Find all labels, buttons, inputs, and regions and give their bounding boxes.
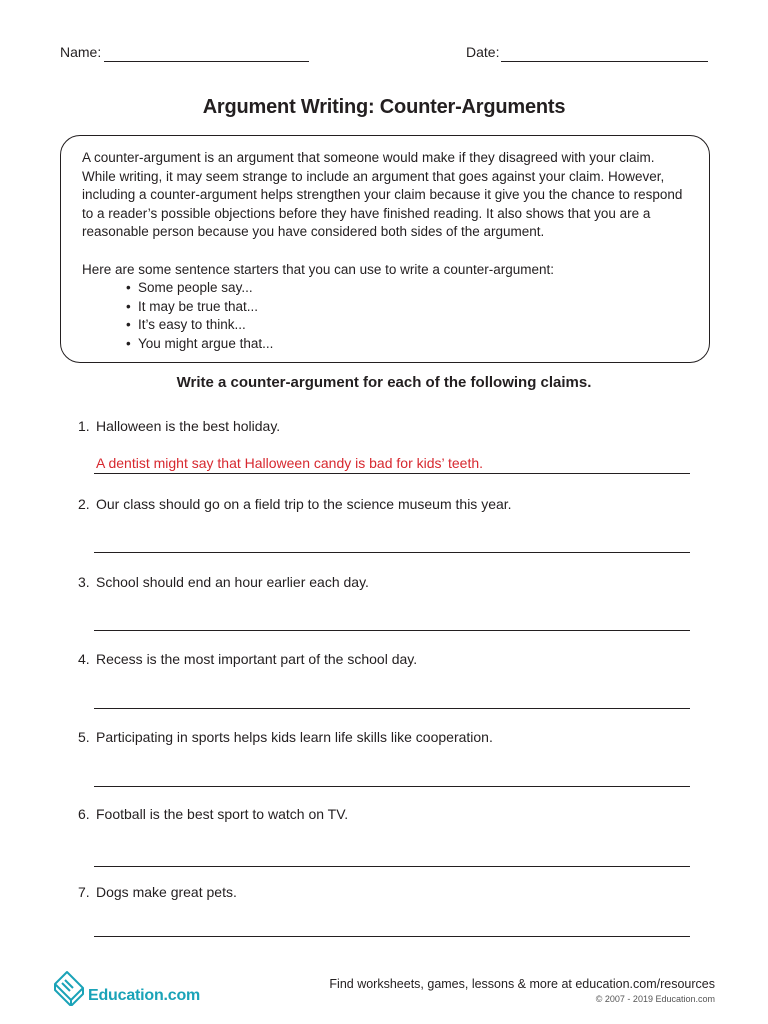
answer-4-line[interactable] [94, 708, 690, 709]
question-text: Dogs make great pets. [96, 884, 237, 900]
bullet-icon: • [126, 317, 131, 332]
sentence-starters-intro: Here are some sentence starters that you can use to write a counter-argument: [82, 261, 554, 277]
answer-5-line[interactable] [94, 786, 690, 787]
logo-text: Education.com [88, 987, 201, 1004]
question-text: Halloween is the best holiday. [96, 418, 281, 434]
question-text: Football is the best sport to watch on TV. [96, 806, 349, 822]
answer-2-line[interactable] [94, 552, 690, 553]
intro-paragraph: A counter-argument is an argument that someone would make if they disagreed with your claim. While writing, it may seem strange to include an argument that goes against your claim. However, including a counter-argument helps strengthen your claim because it give you the chance to respond to a reader’s possible objections before they have finished reading. It also shows that you are a reasonable person because you have considered both sides of the argument. [82, 150, 683, 239]
sentence-starter-item: • It may be true that... [126, 298, 689, 317]
education-logo-icon [52, 970, 86, 1006]
answer-7-line[interactable] [94, 936, 690, 937]
intro-box [60, 135, 710, 363]
instructions-heading: Write a counter-argument for each of the following claims. [176, 374, 592, 391]
question-text: Our class should go on a field trip to the science museum this year. [96, 496, 512, 512]
answer-1-text: A dentist might say that Halloween candy is bad for kids’ teeth. [96, 455, 484, 471]
sentence-starter-item: • It’s easy to think... [126, 316, 689, 335]
answer-6-line[interactable] [94, 866, 690, 867]
question-number: 5. [78, 729, 90, 745]
question-number: 4. [78, 651, 90, 667]
question-number: 2. [78, 496, 90, 512]
question-number: 7. [78, 884, 90, 900]
bullet-icon: • [126, 298, 131, 314]
name-label: Name: [60, 44, 102, 60]
page-title: Argument Writing: Counter-Arguments [202, 96, 566, 118]
sentence-starter-item: • Some people say... [126, 279, 689, 298]
question-number: 3. [78, 574, 90, 590]
education-logo[interactable] [52, 970, 212, 1006]
question-number: 1. [78, 418, 90, 434]
bullet-icon: • [126, 280, 131, 295]
question-text: Recess is the most important part of the school day. [96, 651, 418, 667]
sentence-starter-list [126, 279, 689, 353]
name-field[interactable] [104, 61, 309, 62]
sentence-starter-item: • You might argue that... [126, 335, 689, 354]
bullet-icon: • [126, 335, 131, 351]
question-text: School should end an hour earlier each day. [96, 574, 369, 590]
date-field[interactable] [501, 61, 708, 62]
question-number: 6. [78, 806, 90, 822]
question-text: Participating in sports helps kids learn life skills like cooperation. [96, 729, 493, 745]
answer-1-line[interactable] [94, 473, 690, 474]
footer-copyright: © 2007 - 2019 Education.com [595, 994, 715, 1004]
footer-tagline: Find worksheets, games, lessons & more at education.com/resources [329, 977, 715, 991]
name-date-row [60, 44, 710, 64]
answer-3-line[interactable] [94, 630, 690, 631]
date-label: Date: [466, 44, 500, 60]
